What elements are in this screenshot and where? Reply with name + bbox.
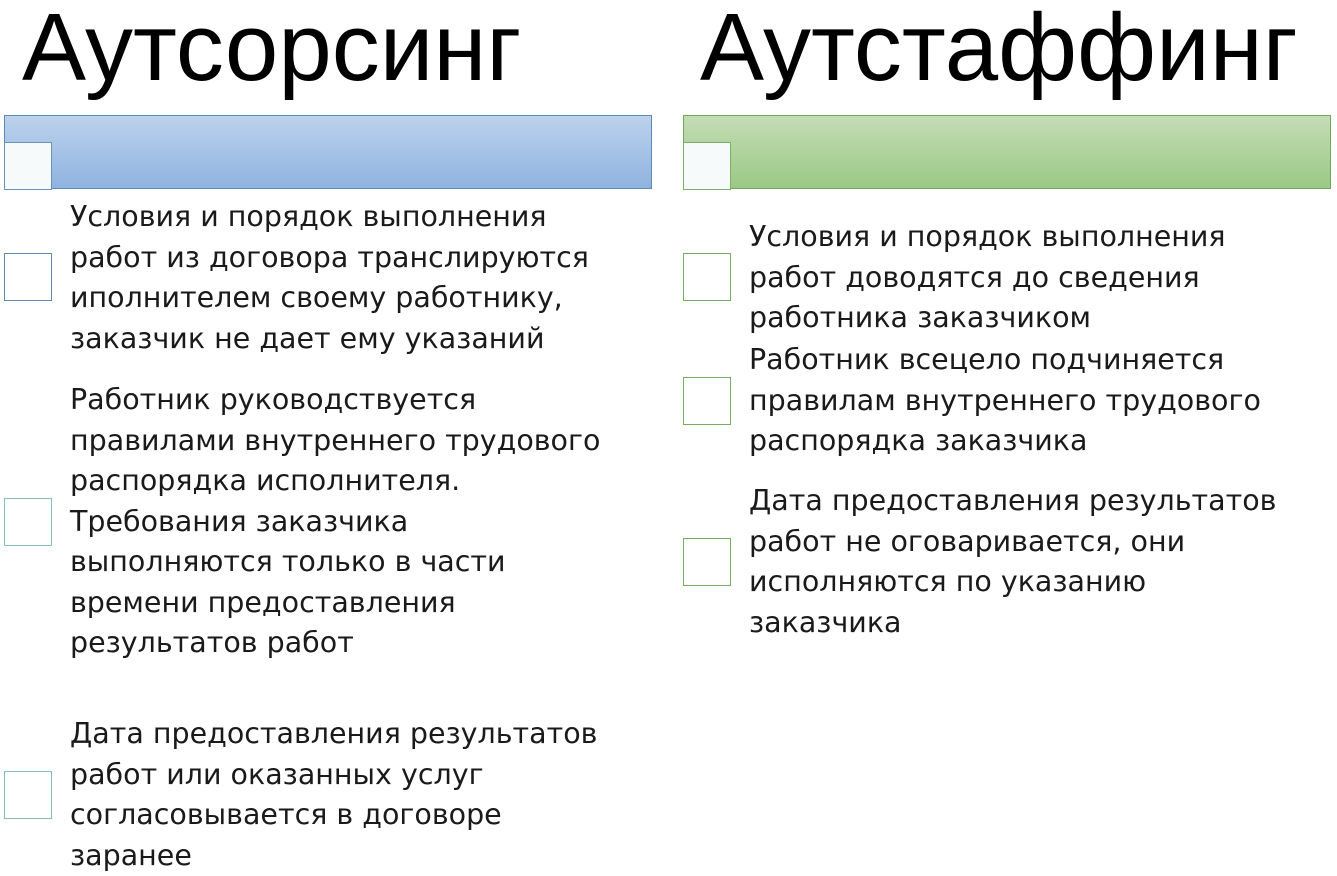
outsourcing-item-3-box (4, 771, 52, 819)
outstaffing-header-box (683, 142, 731, 190)
outstaffing-item-2-text: Работник всецело подчиняется правилам внутреннего трудового распорядка заказчика (749, 343, 1261, 457)
outstaffing-title: Аутстаффинг (700, 0, 1298, 101)
outstaffing-item-1-box (683, 253, 731, 301)
outsourcing-title: Аутсорсинг (22, 0, 522, 101)
outstaffing-header-bar (683, 115, 1331, 189)
outstaffing-item-3-text: Дата предоставления результатов работ не оговаривается, они исполняются по указанию заказчика (749, 484, 1277, 639)
outsourcing-item-3-text: Дата предоставления результатов работ или оказанных услуг согласовывается в договоре заранее (70, 717, 598, 872)
outstaffing-item-2-box (683, 377, 731, 425)
outsourcing-item-1-text: Условия и порядок выполнения работ из договора транслируются иполнителем своему работнику, заказчик не дает ему указаний (70, 200, 589, 355)
outsourcing-item-2-text: Работник руководствуется правилами внутреннего трудового распорядка исполнителя. Требования заказчика выполняются только в части времени предоставления результатов работ (70, 383, 601, 659)
outsourcing-item-1-box (4, 253, 52, 301)
outsourcing-item-2-box (4, 498, 52, 546)
outsourcing-header-bar (4, 115, 652, 189)
outstaffing-item-3-box (683, 538, 731, 586)
outsourcing-header-box (4, 142, 52, 190)
outstaffing-item-1-text: Условия и порядок выполнения работ доводятся до сведения работника заказчиком (749, 220, 1226, 334)
